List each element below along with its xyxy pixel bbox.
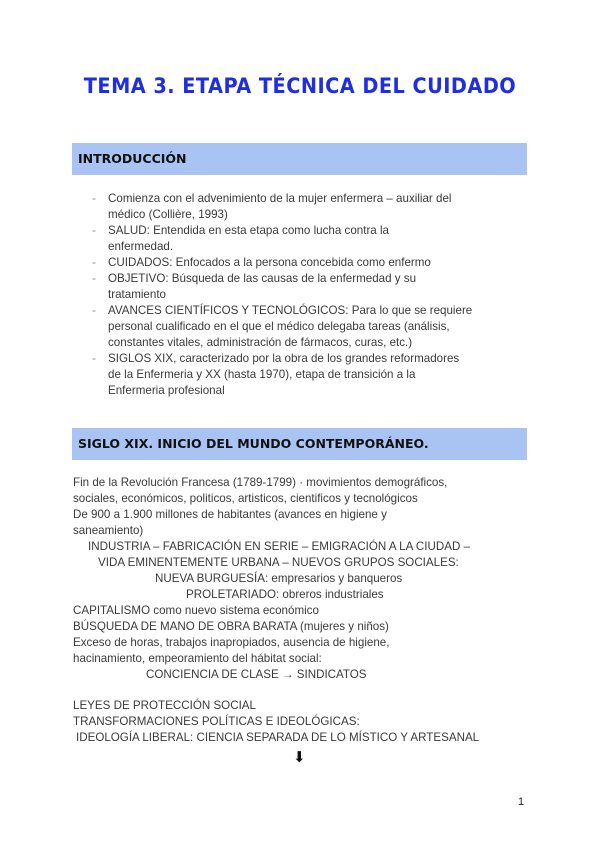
bullet-item-line: personal cualificado en el que el médico delegaba tareas (análisis, <box>108 320 450 333</box>
heading-text: INTRODUCCIÓN <box>78 151 187 166</box>
body-line: BÚSQUEDA DE MANO DE OBRA BARATA (mujeres y niños) <box>73 620 389 633</box>
bullet-item-line: enfermedad. <box>108 240 174 253</box>
bullet-marker: - <box>92 224 96 237</box>
body-line: LEYES DE PROTECCIÓN SOCIAL <box>73 699 256 712</box>
body-line: VIDA EMINENTEMENTE URBANA – NUEVOS GRUPOS SOCIALES: <box>98 556 459 569</box>
heading-text: SIGLO XIX. INICIO DEL MUNDO CONTEMPORÁNEO. <box>78 436 429 451</box>
body-line: TRANSFORMACIONES POLÍTICAS E IDEOLÓGICAS: <box>73 715 360 728</box>
body-line: Fin de la Revolución Francesa (1789-1799) · movimientos demográficos, <box>73 476 448 489</box>
body-line: hacinamiento, empeoramiento del hábitat social: <box>73 652 322 665</box>
page-title: TEMA 3. ETAPA TÉCNICA DEL CUIDADO <box>83 74 517 98</box>
section-heading-siglo-xix <box>72 428 527 460</box>
bullet-item-line: OBJETIVO: Búsqueda de las causas de la enfermedad y su <box>108 272 417 285</box>
bullet-item-line: Comienza con el advenimiento de la mujer enfermera – auxiliar del <box>108 192 452 205</box>
body-line: INDUSTRIA – FABRICACIÓN EN SERIE – EMIGRACIÓN A LA CIUDAD – <box>88 540 471 553</box>
section-heading-introduccion <box>72 143 527 175</box>
bullet-marker: - <box>92 304 96 317</box>
down-arrow-icon: ⬇ <box>293 749 306 766</box>
body-line: sociales, económicos, politicos, artisticos, cientificos y tecnológicos <box>73 492 418 505</box>
bullet-marker: - <box>92 192 96 205</box>
body-line: PROLETARIADO: obreros industriales <box>186 588 384 601</box>
body-line: IDEOLOGÍA LIBERAL: CIENCIA SEPARADA DE LO MÍSTICO Y ARTESANAL <box>76 731 480 744</box>
body-line: CONCIENCIA DE CLASE → SINDICATOS <box>146 668 367 681</box>
bullet-item-line: SALUD: Entendida en esta etapa como lucha contra la <box>108 224 390 237</box>
body-line: NUEVA BURGUESÍA: empresarios y banqueros <box>155 572 403 585</box>
body-line: Exceso de horas, trabajos inapropiados, ausencia de higiene, <box>73 636 390 649</box>
bullet-item-line: constantes vitales, administración de fármacos, curas, etc.) <box>108 336 413 349</box>
bullet-item-line: SIGLOS XIX, caracterizado por la obra de los grandes reformadores <box>108 352 460 365</box>
bullet-item-line: Enfermeria profesional <box>108 384 225 397</box>
bullet-item-line: médico (Collière, 1993) <box>108 208 228 221</box>
bullet-item-line: CUIDADOS: Enfocados a la persona concebida como enfermo <box>108 256 431 269</box>
bullet-item-line: tratamiento <box>108 288 166 301</box>
bullet-item-line: AVANCES CIENTÍFICOS Y TECNOLÓGICOS: Para lo que se requiere <box>108 304 473 317</box>
bullet-item-line: de la Enfermeria y XX (hasta 1970), etapa de transición a la <box>108 368 416 381</box>
body-line: CAPITALISMO como nuevo sistema económico <box>73 604 319 617</box>
body-line: saneamiento) <box>73 524 144 537</box>
bullet-marker: - <box>92 352 96 365</box>
bullet-marker: - <box>92 272 96 285</box>
bullet-marker: - <box>92 256 96 269</box>
page-number: 1 <box>518 796 525 808</box>
body-line: De 900 a 1.900 millones de habitantes (avances en higiene y <box>73 508 387 521</box>
